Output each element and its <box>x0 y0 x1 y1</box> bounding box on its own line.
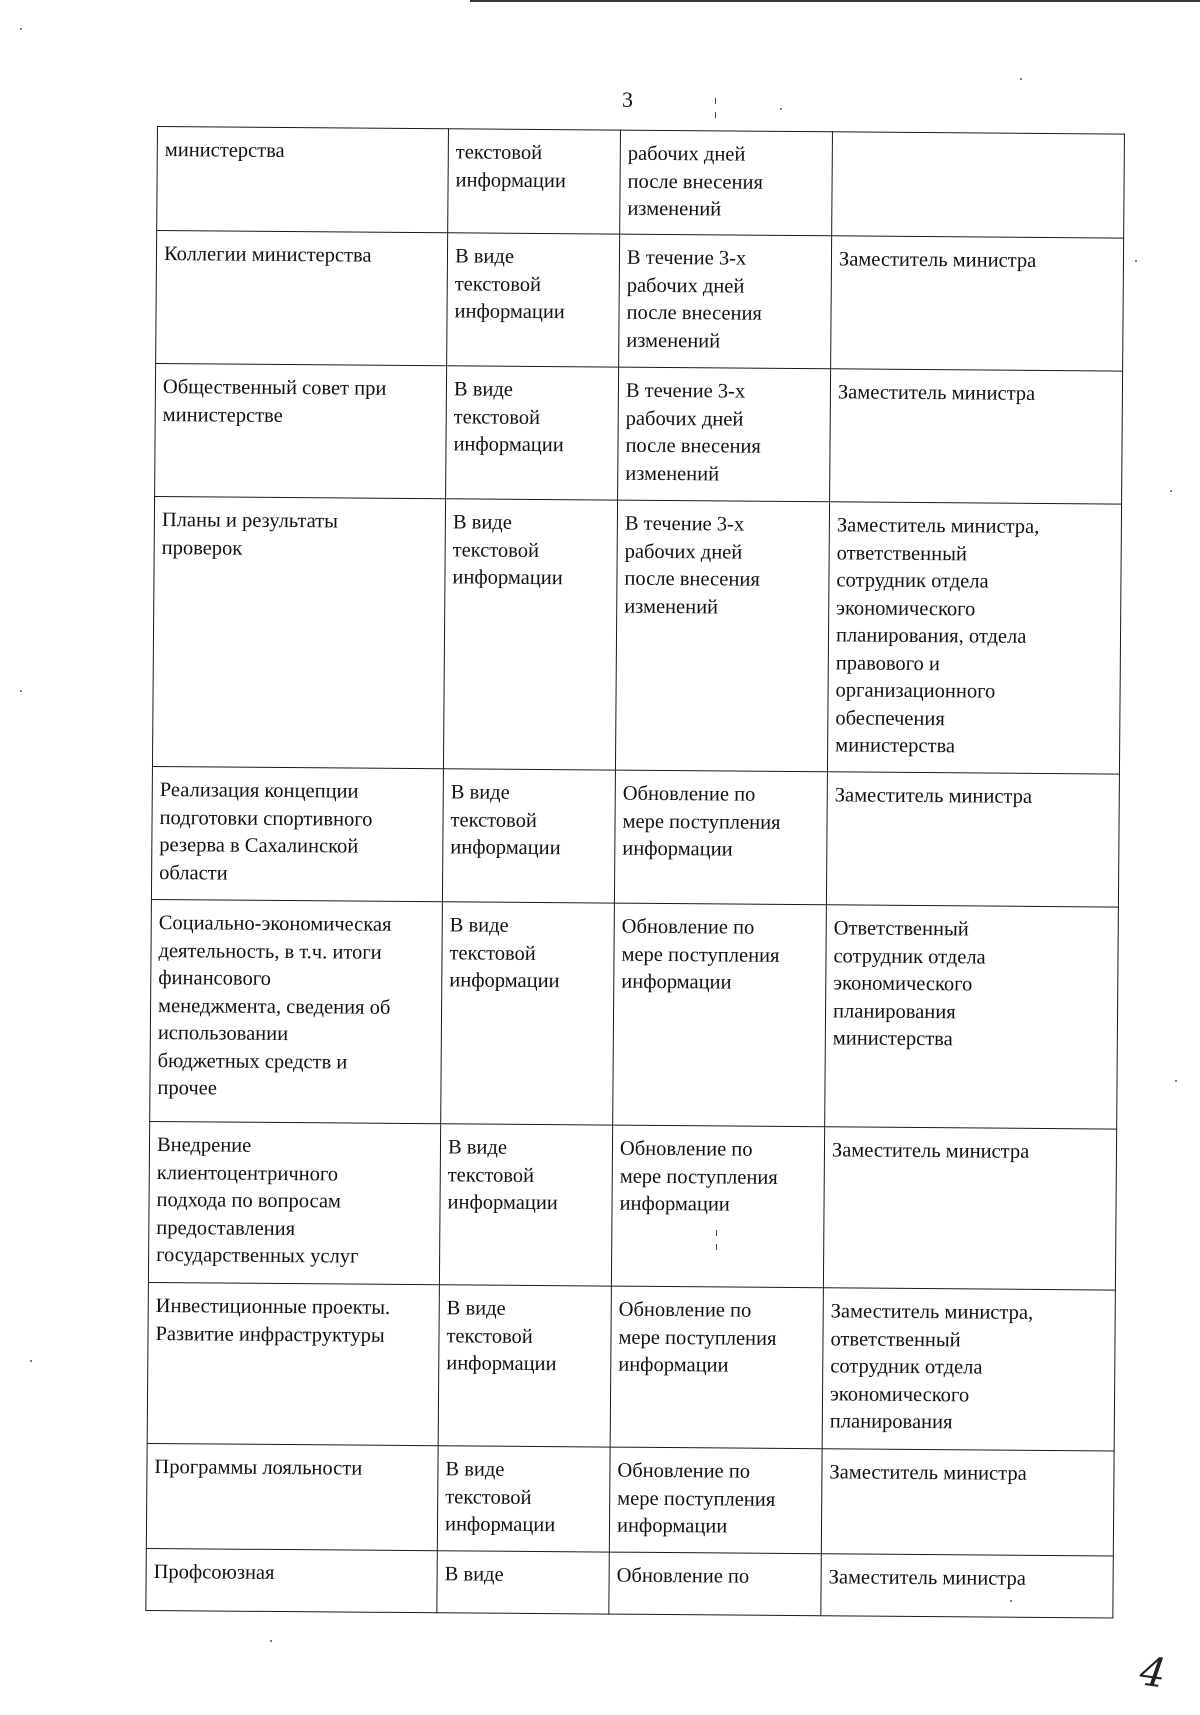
cell-text-line: Планы и результаты <box>161 509 339 533</box>
cell-format <box>438 1285 611 1447</box>
scan-dash <box>715 112 716 118</box>
table-body <box>146 127 1125 1619</box>
cell-text-line: Заместитель министра <box>834 784 1033 808</box>
cell-text-line: мере поступления <box>622 810 781 834</box>
cell-text-line: изменений <box>627 197 722 221</box>
cell-text-line: мере поступления <box>618 1326 777 1350</box>
cell-responsible <box>821 1554 1113 1618</box>
cell-text-line: информации <box>455 168 566 192</box>
cell-text-line: мере поступления <box>617 1487 776 1511</box>
cell-responsible <box>826 772 1119 907</box>
cell-text-line: после внесения <box>626 301 763 325</box>
cell-text-line: Заместитель министра, <box>836 514 1040 538</box>
table-row <box>146 1548 1113 1618</box>
cell-text-line: Ответственный <box>833 917 969 941</box>
cell-text-line: Заместитель министра <box>829 1461 1027 1485</box>
cell-text-line: текстовой <box>453 405 541 429</box>
scan-speck <box>1135 260 1137 262</box>
cell-text-line: текстовой <box>446 1324 533 1348</box>
cell-text-line: В виде <box>452 511 512 534</box>
cell-text-line: бюджетных средств и <box>157 1049 348 1074</box>
cell-text-line: текстовой <box>449 941 536 965</box>
cell-deadline <box>613 903 827 1127</box>
scan-dash <box>716 1230 717 1236</box>
publication-schedule-table <box>145 126 1125 1619</box>
table-row <box>152 496 1121 774</box>
cell-text-line: информации <box>447 1191 558 1215</box>
cell-text-line: текстовой <box>450 808 537 832</box>
cell-text-line: В виде <box>450 781 510 804</box>
cell-text-line: информации <box>450 836 561 860</box>
cell-deadline <box>609 1552 821 1616</box>
page-number: 3 <box>622 87 633 112</box>
cell-text-line: информации <box>616 1514 728 1538</box>
cell-text-line: сотрудник отдела <box>830 1355 983 1379</box>
scan-dash <box>716 1244 717 1250</box>
cell-deadline <box>618 367 831 502</box>
cell-text-line: министерства <box>164 139 285 163</box>
cell-text-line: Обновление по <box>619 1137 753 1161</box>
cell-text-line: Заместитель министра <box>831 1139 1030 1163</box>
scan-speck <box>780 108 782 110</box>
scan-speck <box>270 1640 272 1642</box>
cell-text-line: после внесения <box>624 567 760 591</box>
cell-text-line: Внедрение <box>156 1134 252 1157</box>
cell-text-line: информации <box>454 300 565 324</box>
cell-text-line: экономического <box>829 1382 970 1406</box>
cell-text-line: информации <box>453 433 564 457</box>
cell-text-line: мере поступления <box>619 1165 778 1189</box>
cell-text-line: планирования, отдела <box>835 624 1027 648</box>
cell-format <box>446 366 619 500</box>
cell-text-line: министерства <box>832 1027 953 1051</box>
scan-speck <box>30 1360 32 1362</box>
cell-section <box>147 1282 439 1445</box>
cell-text-line: предоставления <box>156 1216 296 1240</box>
cell-deadline <box>619 234 832 369</box>
cell-text-line: Социально-экономическая <box>158 912 392 936</box>
cell-text-line: изменений <box>626 329 721 352</box>
cell-responsible <box>830 369 1123 504</box>
cell-text-line: организационного <box>835 679 996 703</box>
cell-deadline <box>611 1125 824 1288</box>
cell-text-line: деятельность, в т.ч. итоги <box>158 939 382 964</box>
scan-speck <box>20 28 22 30</box>
cell-responsible <box>832 132 1125 238</box>
scan-speck <box>20 690 22 692</box>
cell-text-line: текстовой <box>454 272 542 296</box>
cell-text-line: рабочих дней <box>626 274 745 298</box>
cell-text-line: экономического <box>836 596 976 620</box>
cell-text-line: области <box>159 861 228 885</box>
cell-text-line: Заместитель министра <box>828 1566 1026 1590</box>
cell-format <box>443 499 617 770</box>
cell-deadline <box>610 1286 823 1449</box>
cell-text-line: Обновление по <box>616 1564 750 1588</box>
cell-format <box>439 1124 612 1286</box>
cell-responsible <box>827 502 1121 774</box>
cell-text-line: Заместитель министра <box>837 381 1036 405</box>
cell-deadline <box>609 1447 822 1554</box>
cell-text-line: экономического <box>833 972 973 996</box>
cell-text-line: Профсоюзная <box>153 1561 275 1584</box>
cell-text-line: Инвестиционные проекты. <box>155 1295 391 1319</box>
cell-format <box>448 129 621 234</box>
cell-text-line: рабочих дней <box>624 540 743 564</box>
cell-text-line: Заместитель министра <box>838 248 1037 272</box>
cell-text-line: резерва в Сахалинской <box>159 834 359 858</box>
cell-text-line: Коллегии министерства <box>163 243 372 267</box>
cell-text-line: клиентоцентричного <box>156 1161 339 1185</box>
cell-text-line: текстовой <box>445 1485 532 1509</box>
table-row <box>148 1121 1116 1290</box>
cell-text-line: В течение 3-х <box>624 512 745 536</box>
table-row <box>155 363 1123 504</box>
cell-format <box>441 902 615 1125</box>
cell-text-line: текстовой <box>452 538 540 562</box>
cell-text-line: В виде <box>446 1297 506 1320</box>
cell-text-line: обеспечения <box>835 706 945 730</box>
scan-speck <box>1170 490 1172 492</box>
scan-dash <box>715 98 716 104</box>
cell-section <box>150 899 443 1123</box>
scan-speck <box>1175 1080 1177 1082</box>
cell-text-line: мере поступления <box>621 943 780 967</box>
cell-text-line: Развитие инфраструктуры <box>155 1322 385 1347</box>
cell-text-line: Реализация концепции <box>159 779 359 803</box>
handwritten-page-mark: 4 <box>1136 1648 1169 1698</box>
cell-text-line: изменений <box>625 462 720 485</box>
cell-format <box>437 1446 610 1552</box>
cell-responsible <box>825 905 1119 1129</box>
cell-text-line: В виде <box>444 1563 504 1586</box>
cell-responsible <box>822 1288 1115 1451</box>
cell-text-line: подхода по вопросам <box>156 1189 342 1213</box>
cell-text-line: министерстве <box>162 403 283 427</box>
scan-edge-line <box>470 0 1200 2</box>
cell-text-line: после внесения <box>625 434 761 458</box>
cell-text-line: Обновление по <box>617 1459 751 1483</box>
table-row <box>150 899 1119 1129</box>
cell-deadline <box>620 130 833 236</box>
cell-text-line: финансового <box>158 967 271 990</box>
cell-text-line: планирования <box>829 1410 953 1434</box>
cell-format <box>447 233 620 367</box>
cell-deadline <box>615 500 829 772</box>
cell-format <box>442 769 615 903</box>
cell-section <box>148 1121 440 1284</box>
cell-text-line: подготовки спортивного <box>159 806 373 831</box>
table-row <box>146 1443 1114 1556</box>
cell-text-line: В виде <box>447 1136 508 1159</box>
cell-section <box>152 496 445 768</box>
cell-text-line: информации <box>621 970 732 994</box>
cell-text-line: информации <box>444 1513 556 1537</box>
cell-text-line: В виде <box>454 245 515 268</box>
cell-text-line: сотрудник отдела <box>833 944 986 969</box>
scan-speck <box>1020 78 1022 80</box>
cell-responsible <box>821 1449 1114 1556</box>
cell-text-line: ответственный <box>836 541 967 565</box>
cell-text-line: прочее <box>157 1077 217 1100</box>
cell-text-line: Программы лояльности <box>154 1456 363 1480</box>
cell-text-line: В виде <box>445 1458 505 1481</box>
cell-responsible <box>823 1127 1116 1290</box>
cell-text-line: проверок <box>161 536 243 560</box>
cell-text-line: сотрудник отдела <box>836 569 989 593</box>
table-row <box>147 1282 1115 1451</box>
cell-text-line: изменений <box>624 595 719 618</box>
cell-text-line: В течение 3-х <box>626 246 747 270</box>
cell-text-line: информации <box>452 566 563 590</box>
cell-section <box>146 1548 437 1612</box>
cell-text-line: В течение 3-х <box>625 379 746 403</box>
cell-section <box>155 363 447 498</box>
cell-text-line: рабочих дней <box>625 407 744 431</box>
cell-text-line: текстовой <box>447 1163 535 1187</box>
cell-text-line: Общественный совет при <box>162 376 387 400</box>
cell-text-line: министерства <box>835 734 956 758</box>
cell-text-line: рабочих дней <box>627 142 746 166</box>
cell-text-line: информации <box>618 1353 729 1377</box>
cell-text-line: В виде <box>453 378 514 401</box>
cell-text-line: ответственный <box>830 1327 961 1351</box>
scan-speck <box>1010 1600 1012 1602</box>
cell-text-line: текстовой <box>455 141 543 165</box>
cell-text-line: Заместитель министра, <box>830 1300 1034 1324</box>
cell-section <box>156 231 448 366</box>
cell-format <box>437 1551 609 1614</box>
cell-text-line: планирования <box>832 999 956 1023</box>
cell-text-line: информации <box>619 1192 730 1216</box>
cell-responsible <box>831 236 1124 371</box>
cell-text-line: информации <box>449 969 560 993</box>
cell-text-line: государственных услуг <box>156 1244 359 1268</box>
table-row <box>157 127 1125 239</box>
cell-text-line: Обновление по <box>622 782 756 806</box>
cell-deadline <box>614 770 827 905</box>
cell-text-line: информации <box>446 1352 557 1376</box>
cell-text-line: использовании <box>157 1022 289 1046</box>
cell-section <box>146 1443 438 1550</box>
cell-text-line: Обновление по <box>621 915 755 939</box>
cell-text-line: правового и <box>835 651 941 675</box>
cell-section <box>151 766 443 901</box>
table-row <box>151 766 1119 907</box>
cell-text-line: после внесения <box>627 170 764 194</box>
table-row <box>156 231 1124 372</box>
cell-section <box>157 127 449 233</box>
cell-text-line: Обновление по <box>618 1298 752 1322</box>
cell-text-line: В виде <box>449 914 509 937</box>
cell-text-line: информации <box>622 837 733 861</box>
cell-text-line: менеджмента, сведения об <box>158 994 391 1019</box>
